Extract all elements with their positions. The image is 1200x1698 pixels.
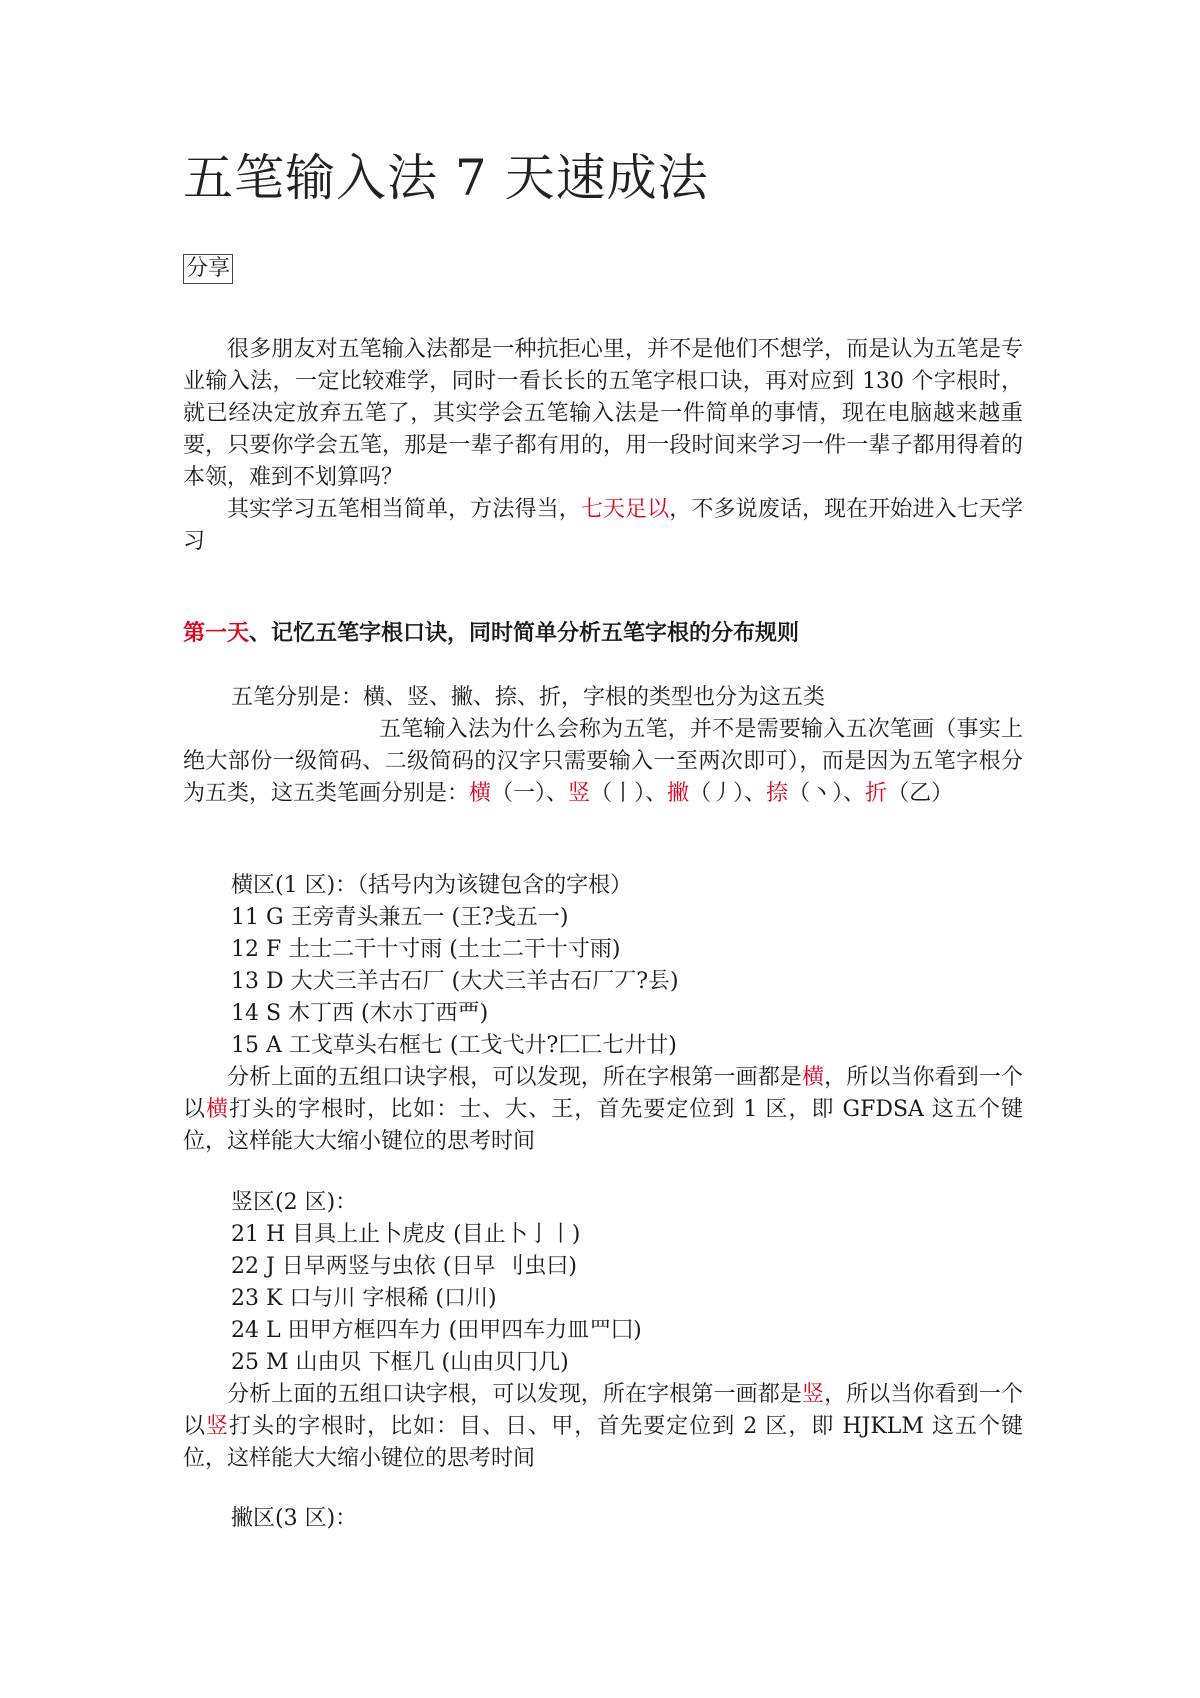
intro-paragraph-2: [183, 494, 1023, 558]
zone1-header: 横区(1 区)：（括号内为该键包含的字根）: [231, 873, 633, 898]
intro-text-2a: 其实学习五笔相当简单，方法得当，: [227, 497, 581, 522]
zone3-header: 撇区(3 区)：: [231, 1506, 358, 1531]
seven-days-highlight: 七天足以: [580, 497, 670, 522]
day1-heading-rest: 、记忆五笔字根口诀，同时简单分析五笔字根的分布规则: [249, 620, 800, 646]
zone2-row: 21 H 目具上止卜虎皮 (目止卜亅丨): [231, 1222, 581, 1247]
zone1-row: 13 D 大犬三羊古石厂 (大犬三羊古石厂丆?镸): [231, 969, 679, 994]
zone2-row: 23 K 口与川 字根稀 (口川): [231, 1286, 497, 1311]
intro-text-2: [183, 494, 1023, 558]
zone1-row: 12 F 土士二干十寸雨 (土士二干十寸雨): [231, 937, 621, 962]
zone2-row: 24 L 田甲方框四车力 (田甲四车力皿罒囗): [231, 1318, 642, 1343]
zone1-row: 11 G 王旁青头兼五一 (王?戋五一): [231, 905, 569, 930]
zone1-analysis: 分析上面的五组口诀字根，可以发现，所在字根第一画都是横，所以当你看到一个以横打头的字根时，比如：士、大、王，首先要定位到 1 区，即 GFDSA 这五个键位，这样能大大缩小键位的思考时间: [183, 1065, 1023, 1154]
share-button[interactable]: 分享: [183, 254, 233, 284]
zone2-row: 22 J 日早两竖与虫依 (日早 刂虫曰): [231, 1254, 577, 1279]
zone1-row: 15 A 工戈草头右框七 (工戈弋廾?匚匸七廾廿): [231, 1033, 677, 1058]
intro-text-2b: ，不多说废话，现在开始进入七天学习: [183, 497, 1023, 554]
zone2-header: 竖区(2 区)：: [231, 1190, 358, 1215]
zone2-section: [183, 1187, 1023, 1475]
day1-heading-red: 第一天: [183, 620, 250, 646]
intro-paragraph-1: [183, 334, 1023, 494]
day1-heading: [183, 618, 799, 648]
day1-strokes-line: 五笔分别是：横、竖、撇、捺、折，字根的类型也分为这五类: [231, 685, 826, 710]
zone3-section: [183, 1503, 1023, 1535]
zone2-row: 25 M 山由贝 下框几 (山由贝冂几): [231, 1350, 569, 1375]
zone1-section: [183, 870, 1023, 1158]
day1-explanation: [183, 714, 1023, 810]
intro-text-1: 很多朋友对五笔输入法都是一种抗拒心里，并不是他们不想学，而是认为五笔是专业输入法，一定比较难学，同时一看长长的五笔字根口诀，再对应到 130 个字根时，就已经决定放弃五笔了，其实学会五笔输入法是一件简单的事情，现在电脑越来越重要，只要你学会五笔，那是一辈子都有用的，用一段时间来学习一件一辈子都用得着的本领，难到不划算吗？: [183, 337, 1023, 490]
zone2-analysis: 分析上面的五组口诀字根，可以发现，所在字根第一画都是竖，所以当你看到一个以竖打头的字根时，比如：目、日、甲，首先要定位到 2 区，即 HJKLM 这五个键位，这样能大大缩小键位的思考时间: [183, 1382, 1023, 1471]
page-title: 五笔输入法 7 天速成法: [183, 149, 709, 207]
day1-explanation-text: 五笔输入法为什么会称为五笔，并不是需要输入五次笔画（事实上绝大部份一级简码、二级简码的汉字只需要输入一至两次即可），而是因为五笔字根分为五类，这五类笔画分别是：横（一）、竖（丨）、撇（丿）、捺（丶）、折（乙）: [183, 717, 1023, 806]
zone1-row: 14 S 木丁西 (木朩丁西覀): [231, 1001, 489, 1026]
